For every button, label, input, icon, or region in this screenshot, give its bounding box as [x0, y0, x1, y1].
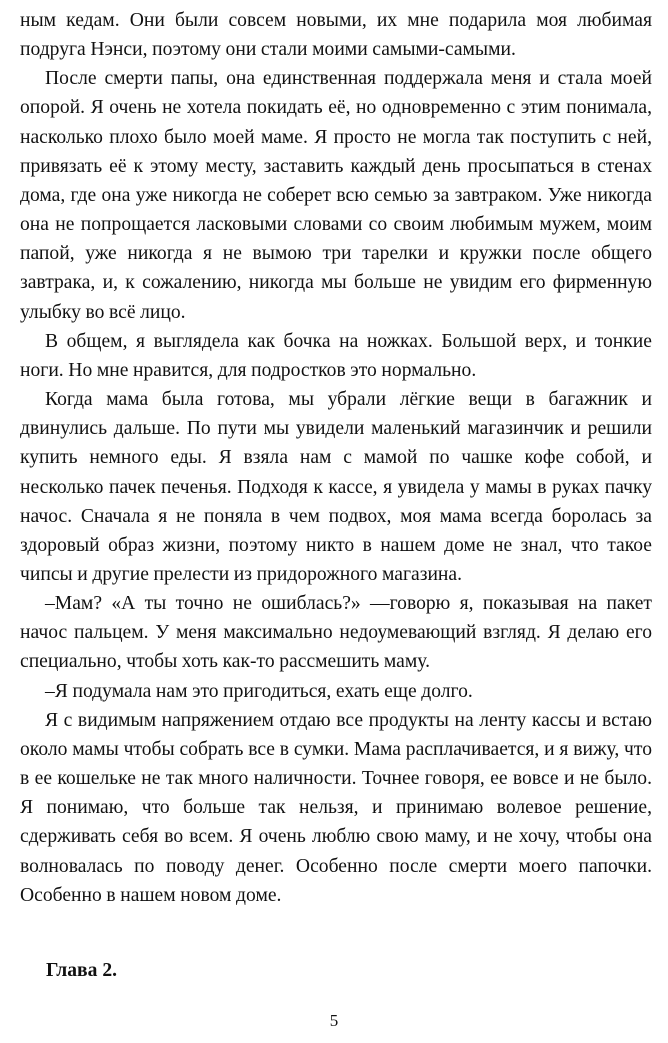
body-text: [20, 6, 652, 910]
chapter-heading: Глава 2.: [46, 960, 118, 981]
paragraph-continued: ным кедам. Они были совсем новыми, их мне подарила моя любимая подруга Нэнси, поэтому они стали моими самыми-самыми.: [20, 10, 652, 61]
paragraph: Когда мама была готова, мы убрали лёгкие вещи в багажник и двинулись дальше. По пути мы увидели маленький магазинчик и решили купить немного еды. Я взяла нам с мамой по чашке кофе собой, и несколько пачек печенья. Подходя к кассе, я увидела у мамы в руках пачку начос. Сначала я не поняла в чем подвох, моя мама всегда боролась за здоровый образ жизни, поэтому никто в нашем доме не знал, что такое чипсы и другие прелести из придорожного магазина.: [20, 389, 652, 585]
paragraph: Я с видимым напряжением отдаю все продукты на ленту кассы и встаю около мамы чтобы собрать все в сумки. Мама расплачивается, и я вижу, что в ее кошельке не так много наличности. Точнее говоря, ее вовсе и не было. Я понимаю, что больше так нельзя, и принимаю волевое решение, сдерживать себя во всем. Я очень люблю свою маму, и не хочу, чтобы она волновалась по поводу денег. Особенно после смерти моего папочки. Особенно в нашем новом доме.: [20, 709, 652, 906]
dialogue-paragraph: –Мам? «А ты точно не ошиблась?» —говорю я, показывая на пакет начос пальцем. У меня максимально недоумевающий взгляд. Я делаю его специально, чтобы хоть как-то рассмешить маму.: [20, 593, 652, 673]
dialogue-paragraph: –Я подумала нам это пригодиться, ехать еще долго.: [45, 680, 473, 702]
page-number: 5: [329, 1011, 339, 1030]
paragraph: После смерти папы, она единственная поддержала меня и стала моей опорой. Я очень не хотела покидать её, но одновременно с этим понимала, насколько плохо было моей маме. Я просто не могла так поступить с ней, привязать её к этому месту, заставить каждый день просыпаться в стенах дома, где она уже никогда не соберет всю семью за завтраком. Уже никогда она не попрощается ласковыми словами со своим любимым мужем, моим папой, уже никогда я не вымою три тарелки и кружки после общего завтрака, и, к сожалению, никогда мы больше не увидим его фирменную улыбку во всё лицо.: [20, 68, 652, 323]
paragraph: В общем, я выглядела как бочка на ножках. Большой верх, и тонкие ноги. Но мне нравится, для подростков это нормально.: [20, 330, 652, 381]
